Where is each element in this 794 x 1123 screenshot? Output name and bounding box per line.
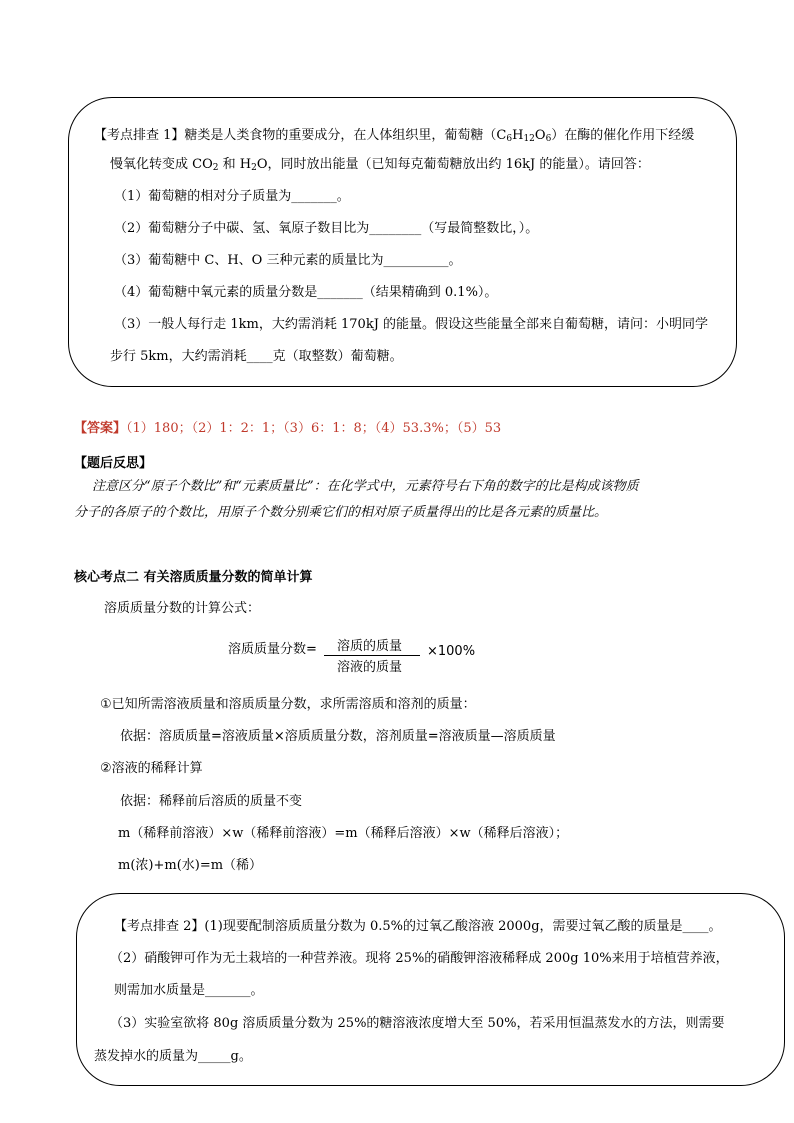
dilution-equation: m（稀释前溶液）×w（稀释前溶液）=m（稀释后溶液）×w（稀释后溶液）； (118, 826, 569, 841)
formula-denominator: 溶液的质量 (337, 660, 403, 675)
q1-intro-line2 (110, 157, 650, 173)
formula-lhs: 溶质质量分数= (228, 642, 317, 657)
case-2-basis: 依据：稀释前后溶质的质量不变 (120, 794, 303, 809)
q1-intro-a: 糖类是人类食物的重要成分，在人体组织里，葡萄糖（C (184, 128, 507, 143)
answer-text: （1）180；（2）1：2：1；（3）6：1：8；（4）53.3%；（5）53 (126, 421, 502, 436)
formula-intro: 溶质质量分数的计算公式： (104, 601, 261, 616)
case-2-title: ②溶液的稀释计算 (100, 761, 203, 776)
q2-line5: 蒸发掉水的质量为_____g。 (94, 1049, 252, 1064)
q1-intro-2b: 和 H (218, 157, 252, 172)
reflection-line2: 分子的各原子的个数比，用原子个数分别乘它们的相对原子质量得出的比是各元素的质量比。 (74, 505, 608, 520)
q1-item-2: （2）葡萄糖分子中碳、氢、氧原子数目比为________（写最简整数比，）。 (114, 221, 539, 236)
answer-line (74, 421, 501, 437)
q2-line1 (114, 919, 722, 935)
co2-sub: 2 (212, 163, 219, 173)
q1-item-5: （3）一般人每行走 1km，大约需消耗 170kJ 的能量。假设这些能量全部来自葡萄糖，请问：小明同学 (114, 317, 709, 332)
q1-intro-b: ）在酶的催化作用下经缓 (551, 128, 695, 143)
formula-c-sub: 6 (506, 134, 513, 144)
case-1-basis: 依据：溶质质量=溶液质量×溶质质量分数，溶剂质量=溶液质量—溶质质量 (120, 729, 556, 744)
q1-item-3: （3）葡萄糖中 C、H、O 三种元素的质量比为__________。 (114, 253, 462, 268)
section-title: 核心考点二 有关溶质质量分数的简单计算 (74, 570, 313, 585)
formula-h-sub: 12 (523, 134, 535, 144)
q2-tag: 【考点排查 2】 (114, 919, 205, 934)
q2-line1-text: (1)现要配制溶质质量分数为 0.5%的过氧乙酸溶液 2000g，需要过氧乙酸的质量是____。 (204, 919, 722, 934)
q1-item-1: （1）葡萄糖的相对分子质量为_______。 (114, 189, 350, 204)
q1-item-4: （4）葡萄糖中氧元素的质量分数是_______（结果精确到 0.1%）。 (114, 285, 498, 300)
q2-line2: （2）硝酸钾可作为无土栽培的一种营养液。现将 25%的硝酸钾溶液稀释成 200g 10%来用于培植营养液， (110, 951, 729, 966)
mass-conservation-equation: m(浓)+m(水)=m（稀） (118, 858, 263, 873)
reflection-line1: 注意区分“原子个数比”和“元素质量比”：在化学式中，元素符号右下角的数字的比是构成该物质 (92, 479, 639, 494)
q1-tag: 【考点排查 1】 (94, 128, 185, 143)
formula-multiplier: ×100% (427, 644, 476, 659)
formula-h: H (512, 128, 524, 143)
answer-label: 【答案】 (74, 421, 127, 436)
q1-intro-line1 (94, 128, 694, 144)
formula-numerator: 溶质的质量 (337, 639, 403, 654)
q1-intro-2a: 慢氧化转变成 CO (110, 157, 213, 172)
h2o-sub: 2 (251, 163, 257, 173)
q2-line4: （3）实验室欲将 80g 溶质质量分数为 25%的糖溶液浓度增大至 50%，若采用恒温蒸发水的方法，则需要 (110, 1016, 725, 1031)
formula-o: O (534, 128, 546, 143)
q2-line3: 则需加水质量是_______。 (114, 983, 264, 998)
case-1-title: ①已知所需溶液质量和溶质质量分数，求所需溶质和溶剂的质量： (100, 697, 476, 712)
reflection-label: 【题后反思】 (74, 456, 153, 471)
formula-o-sub: 6 (545, 134, 552, 144)
q1-item-5-line2: 步行 5km，大约需消耗____克（取整数）葡萄糖。 (110, 349, 403, 364)
fraction-bar (324, 655, 420, 656)
q1-intro-2c: O，同时放出能量（已知每克葡萄糖放出约 16kJ 的能量）。请回答： (256, 157, 650, 172)
